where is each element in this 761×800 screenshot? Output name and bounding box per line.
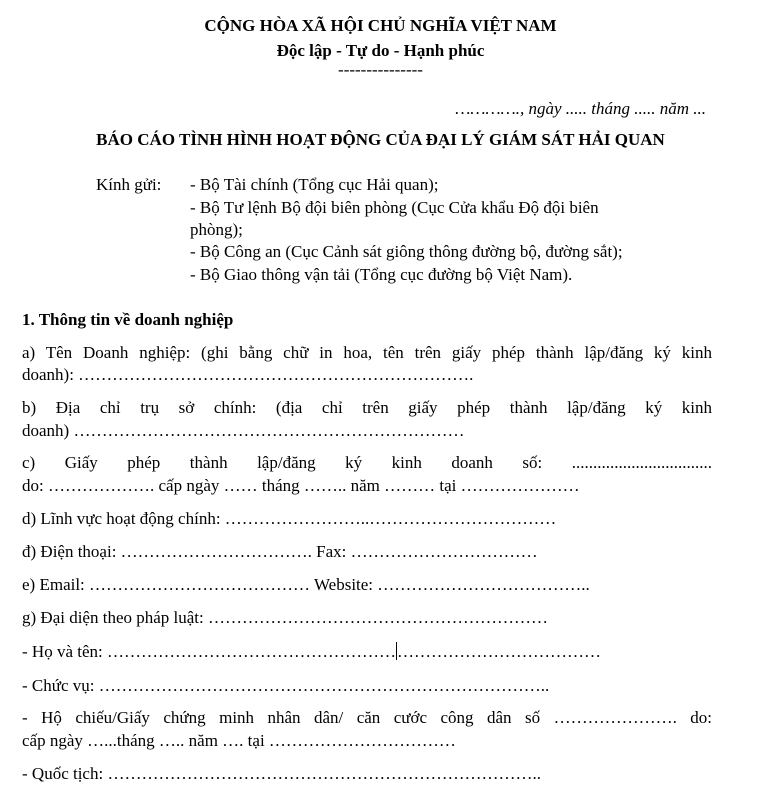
field-c-line2: do: ………………. cấp ngày …… tháng …….. năm ……… tại ………………… (22, 476, 580, 495)
recipient-line-2: - Bộ Tư lệnh Bộ đội biên phòng (Cục Cửa khẩu Độ đội biên (190, 198, 599, 217)
field-g-line: g) Đại diện theo pháp luật: …………………………………………………… (22, 608, 549, 627)
field-e-line: e) Email: ………………………………… Website: ……………………………….. (22, 575, 590, 594)
field-hochieu-line1: - Hộ chiếu/Giấy chứng minh nhân dân/ căn cước công dân số …………………. do: (22, 708, 712, 727)
field-hoten-line (22, 642, 601, 662)
nation-header: CỘNG HÒA XÃ HỘI CHỦ NGHĨA VIỆT NAM (204, 16, 557, 35)
recipients-label: Kính gửi: (96, 175, 162, 194)
field-dd-line: đ) Điện thoại: ……………………………. Fax: …………………………… (22, 542, 538, 561)
recipient-line-1: - Bộ Tài chính (Tổng cục Hải quan); (190, 175, 439, 194)
field-a-line2: doanh): ……………………………………………………………. (22, 365, 474, 384)
field-b-line1: b) Địa chỉ trụ sở chính: (địa chỉ trên giấy phép thành lập/đăng ký kinh (22, 398, 712, 417)
field-hoten-after: ……………………………… (396, 642, 601, 661)
field-chucvu-line: - Chức vụ: …………………………………………………………………….. (22, 676, 550, 695)
recipient-line-4: - Bộ Công an (Cục Cảnh sát giông thông đường bộ, đường sắt); (190, 242, 623, 261)
field-d-line: d) Lĩnh vực hoạt động chính: ……………………..…………………………… (22, 509, 557, 528)
field-hoten-before: - Họ và tên: …………………………………………… (22, 642, 396, 661)
field-b-line2: doanh) …………………………………………………………… (22, 421, 465, 440)
motto: Độc lập - Tự do - Hạnh phúc (276, 41, 485, 60)
report-title: BÁO CÁO TÌNH HÌNH HOẠT ĐỘNG CỦA ĐẠI LÝ GIÁM SÁT HẢI QUAN (96, 130, 665, 149)
header-divider: --------------- (338, 60, 423, 79)
section1-heading: 1. Thông tin về doanh nghiệp (22, 310, 234, 329)
recipient-line-3: phòng); (190, 220, 243, 239)
field-c-line1: c) Giấy phép thành lập/đăng ký kinh doanh số: ................................. (22, 453, 712, 472)
field-hochieu-line2: cấp ngày …...tháng ….. năm …. tại …………………………… (22, 731, 456, 750)
recipient-line-5: - Bộ Giao thông vận tải (Tổng cục đường bộ Việt Nam). (190, 265, 573, 284)
field-quoctich-line: - Quốc tịch: ………………………………………………………………….. (22, 764, 541, 783)
date-line: …………., ngày ..... tháng ..... năm ... (455, 99, 706, 118)
field-a-line1: a) Tên Doanh nghiệp: (ghi bằng chữ in hoa, tên trên giấy phép thành lập/đăng ký kinh (22, 343, 712, 362)
